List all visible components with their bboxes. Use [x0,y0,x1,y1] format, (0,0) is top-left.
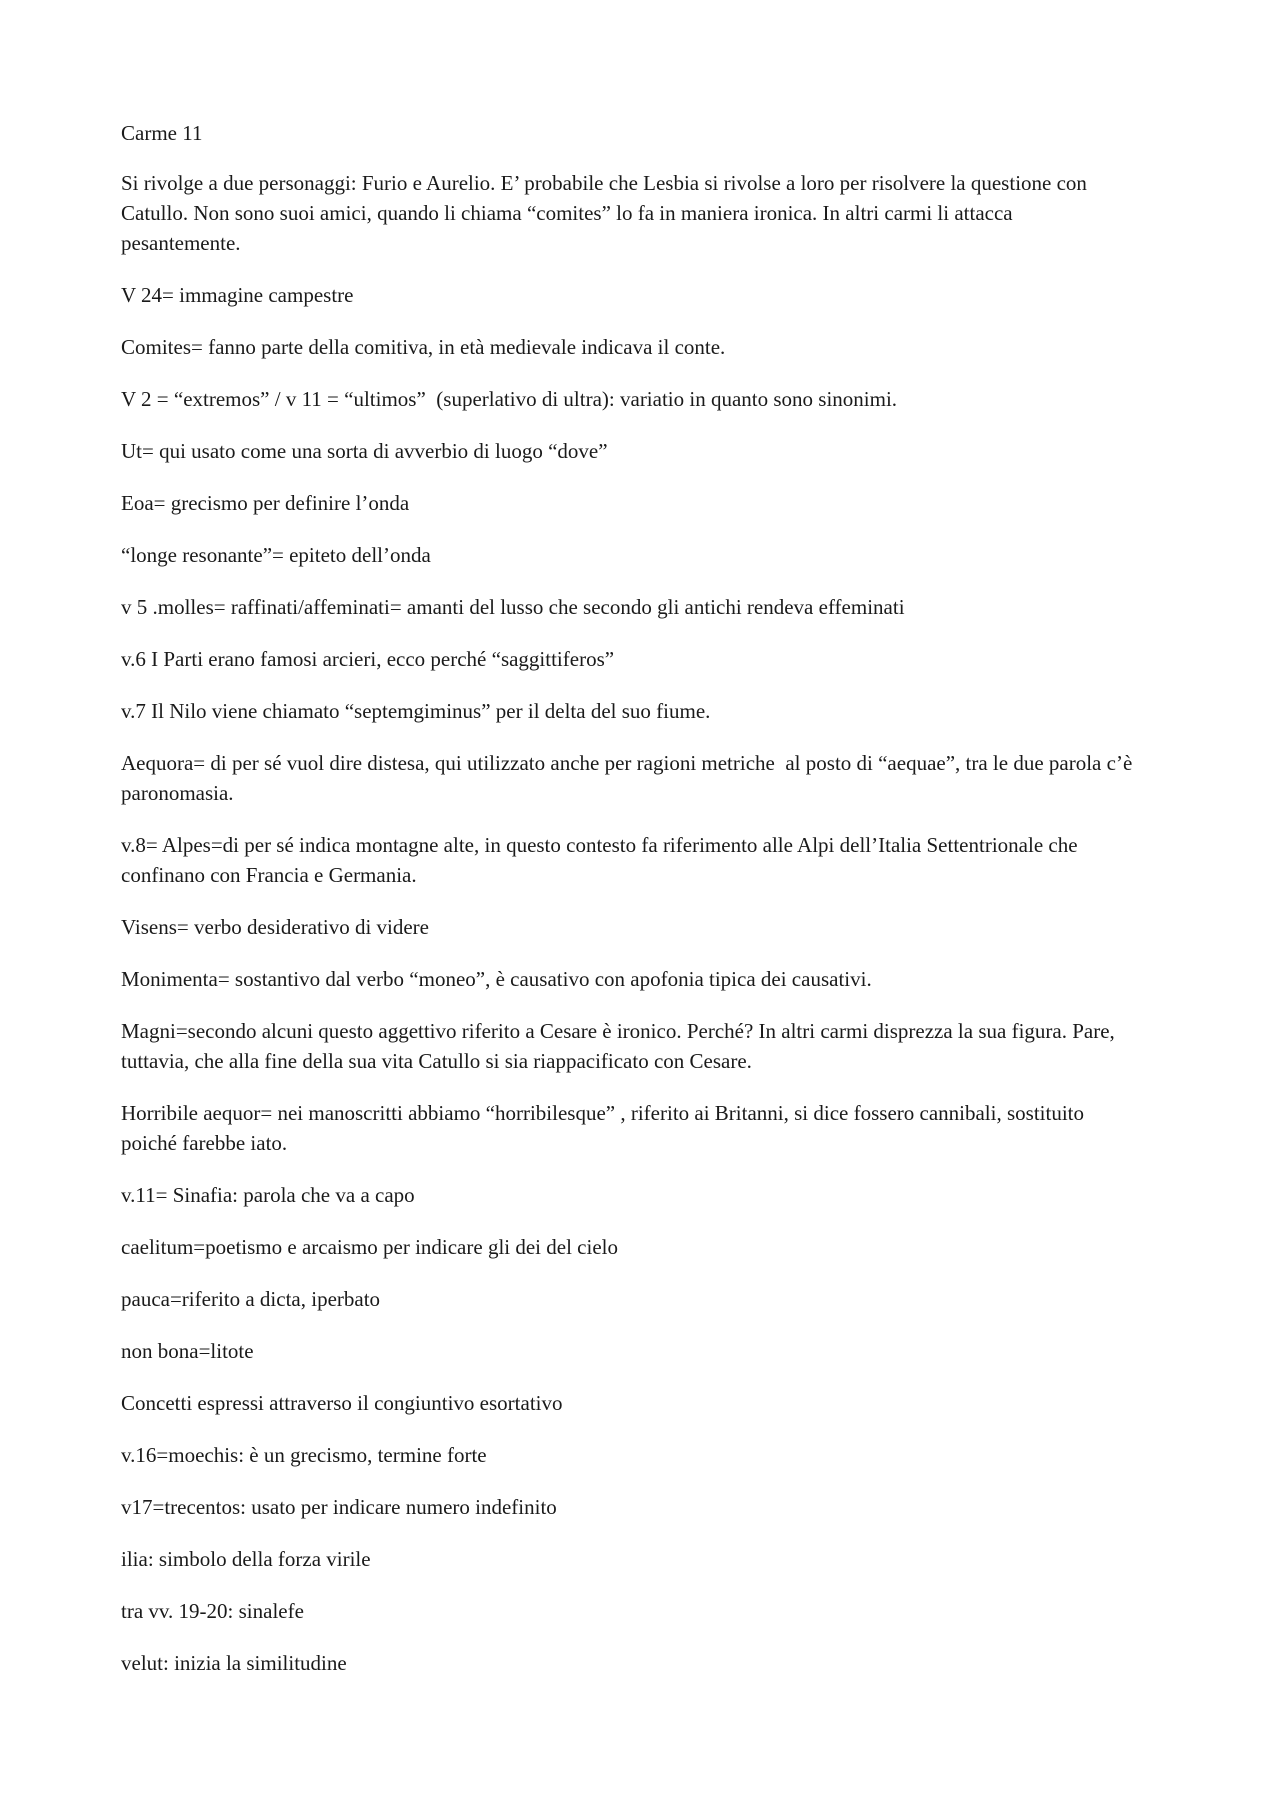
paragraph: Eoa= grecismo per definire l’onda [121,491,410,515]
paragraph: Concetti espressi attraverso il congiuntivo esortativo [121,1391,563,1415]
document-title: Carme 11 [121,121,203,145]
paragraph: Ut= qui usato come una sorta di avverbio di luogo “dove” [121,439,608,463]
paragraph: Comites= fanno parte della comitiva, in età medievale indicava il conte. [121,335,726,359]
paragraph: v 5 .molles= raffinati/affeminati= amanti del lusso che secondo gli antichi rendeva effeminati [121,595,905,619]
paragraph: v17=trecentos: usato per indicare numero indefinito [121,1495,557,1519]
paragraph: v.7 Il Nilo viene chiamato “septemgiminus” per il delta del suo fiume. [121,699,711,723]
paragraph: Monimenta= sostantivo dal verbo “moneo”, è causativo con apofonia tipica dei causativi. [121,967,872,991]
paragraph: tra vv. 19-20: sinalefe [121,1599,304,1623]
paragraph: caelitum=poetismo e arcaismo per indicare gli dei del cielo [121,1235,618,1259]
paragraph: v.8= Alpes=di per sé indica montagne alte, in questo contesto fa riferimento alle Alpi dell’Italia Settentrionale che confinano con Francia e Germania. [121,833,1083,887]
paragraph: pauca=riferito a dicta, iperbato [121,1287,381,1311]
paragraph: “longe resonante”= epiteto dell’onda [121,543,431,567]
paragraph: V 24= immagine campestre [121,283,354,307]
document-body [121,118,1136,1700]
paragraph: V 2 = “extremos” / v 11 = “ultimos” (superlativo di ultra): variatio in quanto sono sinonimi. [121,387,898,411]
paragraph: ilia: simbolo della forza virile [121,1547,371,1571]
paragraph: Si rivolge a due personaggi: Furio e Aurelio. E’ probabile che Lesbia si rivolse a loro per risolvere la questione con Catullo. Non sono suoi amici, quando li chiama “comites” lo fa in maniera ironica. In altri carmi li attacca pesantemente. [121,171,1093,255]
paragraph: velut: inizia la similitudine [121,1651,347,1675]
paragraph: Horribile aequor= nei manoscritti abbiamo “horribilesque” , riferito ai Britanni, si dice fossero cannibali, sostituito poiché farebbe iato. [121,1101,1090,1155]
paragraph: Aequora= di per sé vuol dire distesa, qui utilizzato anche per ragioni metriche al posto di “aequae”, tra le due parola c’è paronomasia. [121,751,1138,805]
paragraph: v.6 I Parti erano famosi arcieri, ecco perché “saggittiferos” [121,647,615,671]
paragraph: v.11= Sinafia: parola che va a capo [121,1183,415,1207]
paragraph: Visens= verbo desiderativo di videre [121,915,429,939]
paragraph: non bona=litote [121,1339,254,1363]
paragraph: Magni=secondo alcuni questo aggettivo riferito a Cesare è ironico. Perché? In altri carmi disprezza la sua figura. Pare, tuttavia, che alla fine della sua vita Catullo si sia riappacificato con Cesare. [121,1019,1121,1073]
paragraph: v.16=moechis: è un grecismo, termine forte [121,1443,487,1467]
